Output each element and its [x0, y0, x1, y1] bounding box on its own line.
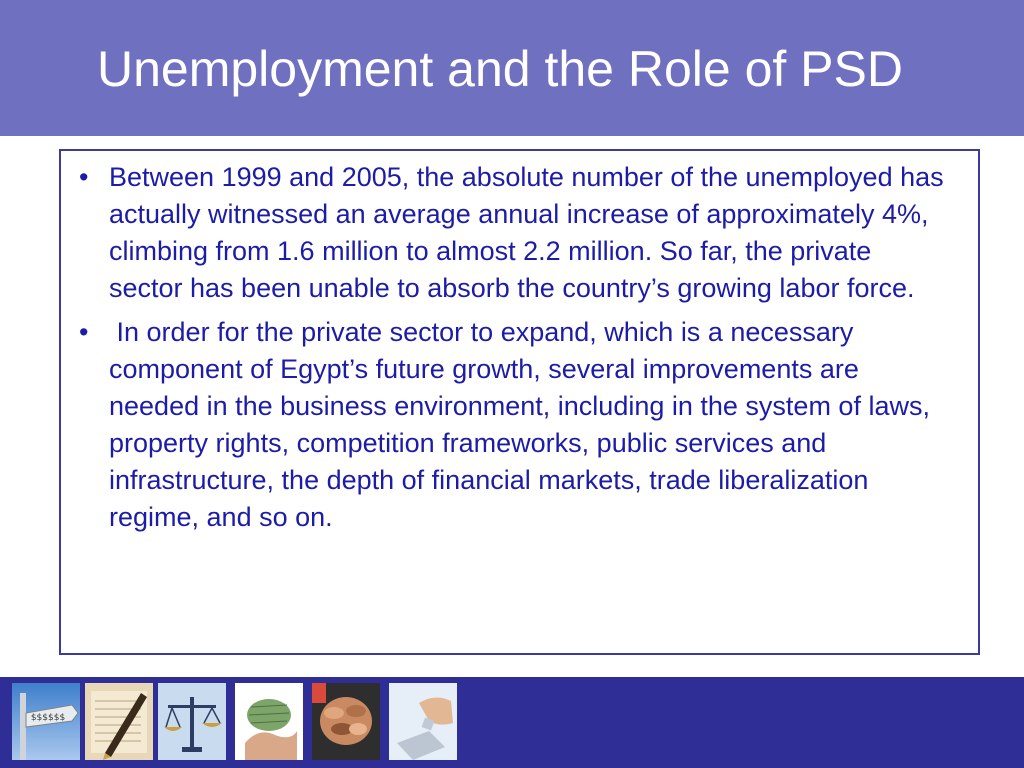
bullet-list: [71, 159, 951, 543]
bullet-text: Between 1999 and 2005, the absolute number of the unemployed has actually witnessed an average annual increase of approximately 4%, climbing from 1.6 million to almost 2.2 million. So far, the private sector has been unable to absorb the country’s growing labor force.: [109, 162, 944, 303]
bullet-item: [71, 314, 951, 536]
bullet-marker: •: [79, 162, 89, 192]
bullet-text: In order for the private sector to expand, which is a necessary component of Egypt’s future growth, several improvements are needed in the business environment, including in the system of laws, property rights, competition frameworks, public services and infrastructure, the depth of financial markets, trade liberalization regime, and so on.: [109, 317, 938, 532]
joined-hands-icon: [312, 683, 380, 760]
slide-title: Unemployment and the Role of PSD: [97, 41, 903, 97]
title-bar: [0, 0, 1024, 136]
sign-text: $$$$$$: [30, 713, 66, 723]
street-sign-dollar-icon: [12, 683, 80, 760]
puzzle-hand-icon: [389, 683, 457, 760]
money-roll-icon: [235, 683, 303, 760]
bullet-item: [71, 159, 951, 307]
scales-of-justice-icon: [158, 683, 226, 760]
pen-document-icon: [85, 683, 153, 760]
footer-image-strip: [0, 677, 1024, 768]
content-box: [59, 149, 980, 655]
bullet-marker: •: [79, 317, 89, 347]
